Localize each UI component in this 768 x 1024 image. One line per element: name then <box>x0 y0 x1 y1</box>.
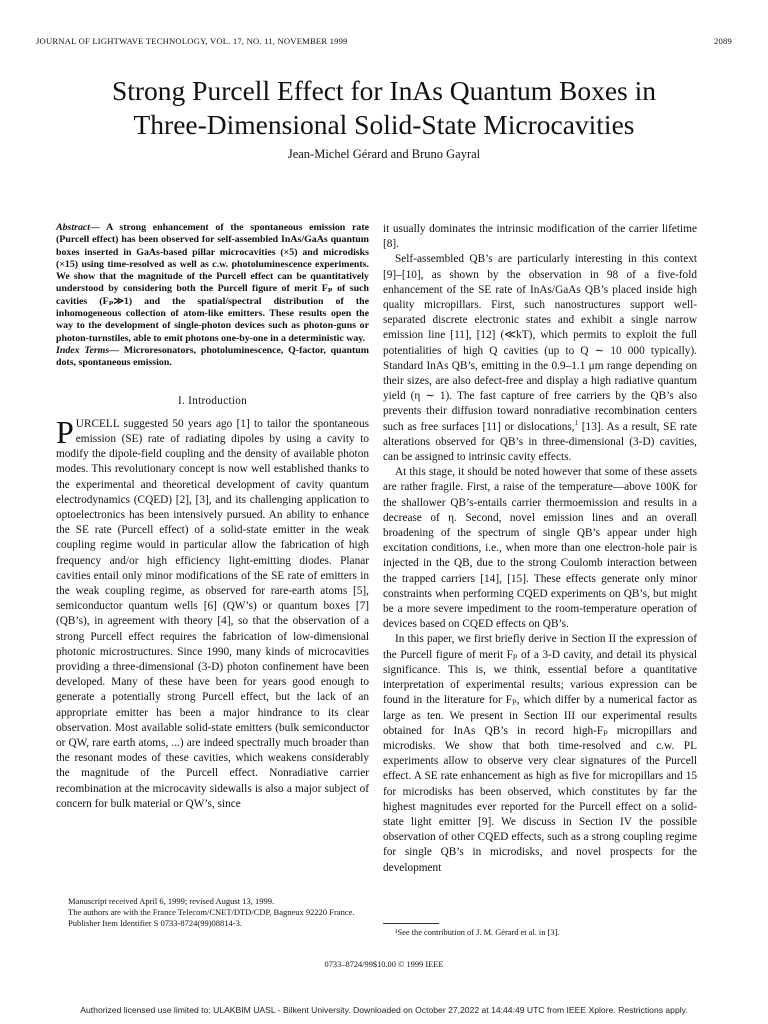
section-heading-introduction: I. Introduction <box>177 394 248 407</box>
page-number: 2089 <box>714 36 732 46</box>
index-terms <box>56 345 369 370</box>
abstract-text: A strong enhancement of the spontaneous emission rate (Purcell effect) has been observed for self-assembled InAs/GaAs quantum boxes inserted in GaAs-based pillar microcavities (×5) and microdisks (×15) using time-resolved as well as c.w. photoluminescence experiments. We show that the magnitude of the Purcell effect can be quantitatively understood by considering both the Purcell figure of merit Fₚ of such cavities (Fₚ≫1) and the spatial/spectral distribution of the inhomogeneous collection of atom-like emitters. These results open the way to the development of single-photon devices such as photon-guns or photon-turnstiles, able to emit photons one-by-one in a deterministic way. <box>56 222 369 344</box>
right-footnote: ¹See the contribution of J. M. Gérard et al. in [3]. <box>395 928 560 937</box>
footnote-received: Manuscript received April 6, 1999; revised August 13, 1999. <box>68 896 275 906</box>
intro-text: URCELL suggested 50 years ago [1] to tailor the spontaneous emission (SE) rate of radiating dipoles by using a cavity to modify the dipole-field coupling and the density of available photon modes. This revolutionary concept is now well established thanks to the experimental and theoretical development of cavity quantum electrodynamics (CQED) [2], [3], and its challenging application to optoelectronics has been intensively pursued. An ability to enhance the SE rate (Purcell effect) of a solid-state emitter in the weak coupling regime would in particular allow the fabrication of high frequency and/or high efficiency light-emitting diodes. Planar cavities entail only minor modifications of the SE rate of emitters in the weak coupling regime, as observed for rare-earth atoms [5], semiconductor quantum wells [6] (QW’s) or quantum boxes [7] (QB’s), in agreement with theory [4], so that the observation of a strong Purcell effect requires the fabrication of low-dimensional photonic microstructures. Since 1990, many kinds of microcavities providing a three-dimensional (3-D) photon confinement have been developed. Many of these have been for years good enough to generate a potentially strong Purcell effect, but the lack of an appropriate emitter has been a major hindrance to its clear observation. Most available solid-state emitters (bulk semiconductor or QW, rare earth atoms, ...) are indeed spectrally much broader than the resonant modes of these cavities, which weakens considerably the magnitude of the Purcell effect. Nonradiative carrier recombination at the microcavity sidewalls is also a major subject of concern for bulk material or QW’s, since <box>56 417 369 810</box>
intro-paragraph <box>56 413 369 812</box>
paper-title <box>36 74 732 142</box>
right-paragraph-3: In this paper, we first briefly derive in Section II the expression of the Purcell figure of merit Fₚ of a 3-D cavity, and detail its physical significance. This is, we think, essential before a quantitative interpretation of experimental results; various expression can be found in the literature for Fₚ, which differ by a numerical factor as large as ten. We present in Section III our experimental results obtained for InAs QB’s in record high-Fₚ micropillars and microdisks. We show that both time-resolved and c.w. PL experiments allow to observe very clear signatures of the Purcell effect. A SE rate enhancement as high as five for micropillars and 15 for microdisks has been observed, which constitutes by far the highest magnitudes ever reported for the Purcell effect on a solid-state light emitter [9]. We discuss in Section IV the possible observation of other CQED effects, such as a strong coupling regime for single QB’s in microdisks, and novel prospects for the development <box>383 633 697 874</box>
index-terms-text: Microresonators, photoluminescence, Q-factor, quantum dots, spontaneous emission. <box>56 344 370 369</box>
footnote-marker: 1 <box>574 418 579 427</box>
title-line-2: Three-Dimensional Solid-State Microcavities <box>133 109 635 140</box>
right-paragraph-0: it usually dominates the intrinsic modification of the carrier lifetime [8]. <box>383 223 697 251</box>
abstract-lead: Abstract— <box>56 222 100 233</box>
running-head <box>36 36 732 50</box>
footnote-rule <box>383 923 439 924</box>
license-notice: Authorized licensed use limited to: ULAKBIM UASL - Bilkent University. Downloaded on October 27,2022 at 14:44:49 UTC from IEEE Xplore. Restrictions apply. <box>80 1005 688 1015</box>
drop-cap: P <box>56 413 74 450</box>
left-column <box>56 222 369 812</box>
right-paragraph-1-text: Self-assembled QB’s are particularly interesting in this context [9]–[10], as shown by the observation in 98 of a five-fold enhancement of the SE rate of InAs/GaAs QB’s placed inside high quality micropillars. First, such nanostructures support well-separated discrete electronic states and exhibit a single narrow emission line [11], [12] (≪kT), which permits to exploit the full potentialities of high Q cavities (up to Q ∼ 10 000 typically). Standard InAs QB’s, emitting in the 0.9–1.1 μm range depending on their sizes, are also defect-free and display a high radiative quantum yield (η ∼ 1). The fast capture of free carriers by the QB’s also prevents their diffusion toward nonradiative recombination centers such as free surfaces [11] or dislocations, <box>383 253 697 433</box>
left-footnotes <box>56 896 369 929</box>
abstract <box>56 222 369 345</box>
right-column <box>383 222 697 876</box>
title-line-1: Strong Purcell Effect for InAs Quantum Boxes in <box>111 75 657 106</box>
footnote-pii: Publisher Item Identifier S 0733-8724(99)08814-3. <box>68 918 242 928</box>
journal-name: JOURNAL OF LIGHTWAVE TECHNOLOGY, VOL. 17, NO. 11, NOVEMBER 1999 <box>36 36 348 46</box>
index-terms-lead: Index Terms— <box>56 344 120 356</box>
footnote-affiliation: The authors are with the France Telecom/CNET/DTD/CDP, Bagneux 92220 France. <box>68 907 355 917</box>
right-paragraph-1 <box>383 252 697 465</box>
page-footer: 0733–8724/99$10.00 © 1999 IEEE <box>324 960 444 969</box>
right-paragraph-1-end: [13]. As a result, SE rate alterations observed for QB’s in three-dimensional (3-D) cavities, can be assigned to intrinsic cavity effects. <box>383 420 697 464</box>
right-paragraph-2: At this stage, it should be noted however that some of these assets are rather fragile. First, a raise of the temperature—above 100K for the shallower QB’s-entails carrier thermoemission and results in a decrease of η. Second, novel emission lines and an overall broadening of the spectrum of single QB’s appear under high excitation conditions, i.e., when more than one electron-hole pair is injected in the QB, due to the strong Coulomb interaction between the trapped carriers [14], [15]. These effects generate only minor constraints when performing CQED experiments on QB’s, but might be a more severe impediment to the room-temperature operation of devices based on CQED effects on QB’s. <box>383 466 697 631</box>
paper-authors: Jean-Michel Gérard and Bruno Gayral <box>287 147 481 161</box>
